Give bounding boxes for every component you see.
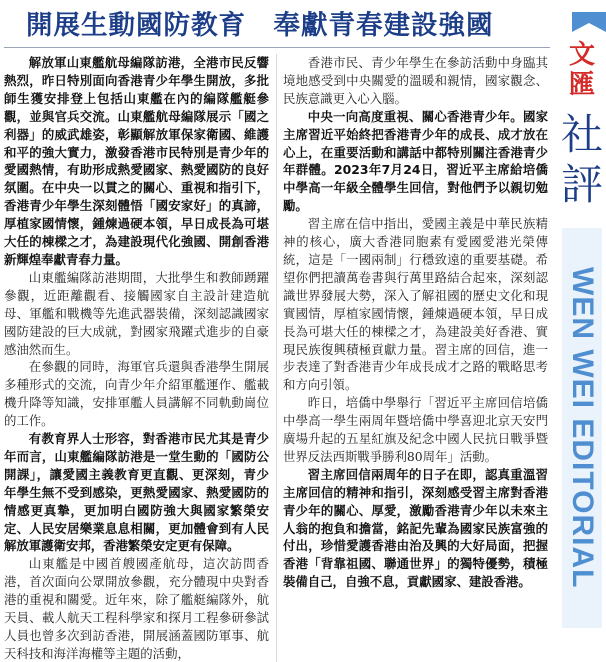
editorial-masthead [558, 8, 606, 662]
brand-logo [558, 40, 606, 100]
article-column-right [283, 54, 548, 662]
article-column-left [4, 54, 269, 662]
section-title-char: 評 [560, 160, 603, 209]
paragraph: 在參觀的同時，海軍官兵還與香港學生開展多種形式的交流，向青少年介紹軍艦運作、艦載機升降等知識，安排軍艦人員講解不同軌動崗位的工作。 [4, 359, 269, 429]
brand-char: 文 [568, 40, 595, 70]
paragraph: 有教育界人士形容，對香港市民尤其是青少年而言，山東艦編隊訪港是一堂生動的「國防公開課」，讓愛國主義教育更直觀、更深刻，青少年學生無不受到感染，更熱愛國家、熱愛國防的情感更真摯，更加明白國防強大與國家繁榮安定、人民安居樂業息息相關，更加體會到有人民解放軍護衛安邦，香港繁榮安定更有保障。 [4, 431, 269, 554]
paragraph: 中央一向高度重視、關心香港青少年。國家主席習近平始終把香港青少年的成長、成才放在心上，在重要活動和講話中都特別關注香港青少年群體。2023年7月24日，習近平主席給培僑中學高一年級全體學生回信，對他們予以親切勉勵。 [283, 108, 548, 214]
paragraph: 習主席回信兩周年的日子在即，認真重溫習主席回信的精神和指引，深刻感受習主席對香港青少年的關心、厚愛，激勵香港青少年以未來主人翁的抱負和擔當，銘記先輩為國家民族富強的付出，珍惜愛護香港由治及興的大好局面，把握香港「背靠祖國、聯通世界」的獨特優勢，積極裝備自己，自強不息，貢獻國家、建設香港。 [283, 466, 548, 590]
headline: 開展生動國防教育 奉獻青春建設強國 [26, 10, 494, 41]
paragraph: 習主席在信中指出，愛國主義是中華民族精神的核心，廣大香港同胞素有愛國愛港光榮傳統，這是「一國兩制」行穩致遠的重要基礎。希望你們把讀萬卷書與行萬里路結合起來，深刻認識世界發展大勢，深入了解祖國的歷史文化和現實國情，厚植家國情懷，鍾煉過硬本領，早日成長為可堪大任的棟樑之才，為建設美好香港、實現民族復興積極貢獻力量。習主席的回信，進一步表達了對香港青少年成長成才之路的戰略思考和方向引領。 [283, 216, 548, 393]
paragraph: 山東艦編隊訪港期間，大批學生和教師踴躍參觀，近距離觀看、接觸國家自主設計建造航母、軍艦和戰機等先進武器裝備，深刻認識國家國防建設的巨大成就，對國家飛躍式進步的自豪感油然而生。 [4, 269, 269, 357]
paragraph: 解放軍山東艦航母編隊訪港，全港市民反響熱烈，昨日特別面向香港青少年學生開放，多批師生獲安排登上包括山東艦在內的編隊艦艇參觀，並與官兵交流。山東艦航母編隊展示「國之利器」的威武雄姿，彰顯解放軍保家衛國、維護和平的強大實力，激發香港市民特別是青少年的愛國熱情，有助形成熱愛國家、熱愛國防的良好氛圍。在中央一以貫之的關心、重視和指引下，香港青少年學生深刻體悟「國安家好」的真諦，厚植家國情懷，鍾煉過硬本領，早日成長為可堪大任的棟樑之才，為建設現代化強國、開創香港新輝煌奉獻青春力量。 [4, 55, 269, 267]
paragraph: 昨日，培僑中學舉行「習近平主席回信培僑中學高一學生兩周年暨培僑中學喜迎北京天安門廣場升起的五星紅旗及紀念中國人民抗日戰爭暨世界反法西斯戰爭勝利80周年」活動。 [283, 395, 548, 464]
english-section-label: WEN WEI EDITORIAL [566, 267, 599, 589]
paragraph: 山東艦是中國首艘國產航母，這次訪問香港，首次面向公眾開放參觀，充分體現中央對香港的重視和關愛。近年來，除了艦艇編隊外，航天員、載人航天工程科學家和探月工程參研參試人員也曾多次到訪香港，開展涵蓋國防軍事、航天科技和海洋海權等主題的活動， [4, 556, 269, 661]
headline-rule [4, 47, 550, 48]
column-divider [276, 54, 277, 662]
paragraph: 香港市民、青少年學生在參訪活動中身臨其境地感受到中央關愛的溫暖和親情，國家觀念、民族意識更入心入腦。 [283, 55, 548, 106]
section-title-char: 社 [560, 110, 603, 159]
brand-char: 匯 [568, 70, 595, 100]
ribbon-icon [572, 12, 606, 32]
section-title [558, 110, 606, 210]
